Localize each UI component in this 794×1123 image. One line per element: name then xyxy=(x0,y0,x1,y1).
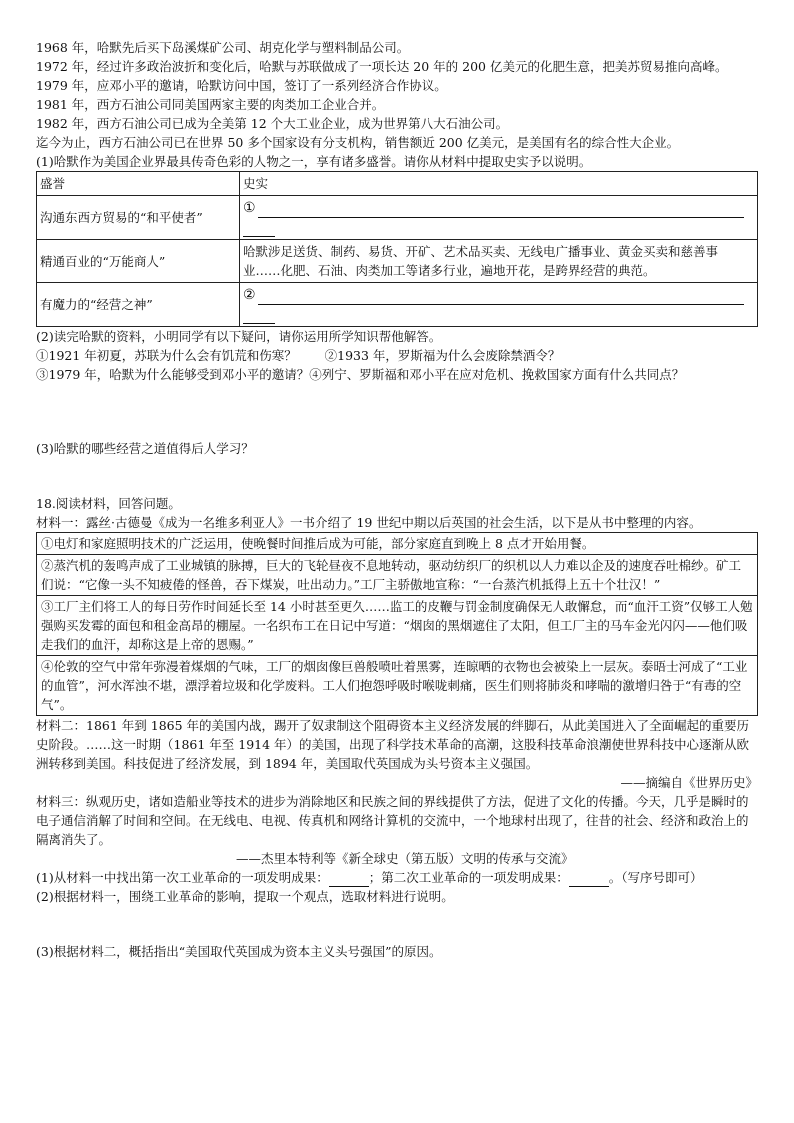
sub-question-1-part-c: 。（写序号即可） xyxy=(608,870,703,885)
page xyxy=(36,38,758,961)
material-1-item-4: ④伦敦的空气中常年弥漫着煤烟的气味，工厂的烟囱像巨兽般喷吐着黑雾，连晾晒的衣物也会被染上一层灰。泰晤士河成了“工业的血管”，河水浑浊不堪，漂浮着垃圾和化学废料。工人们抱怨呼吸时喉咙刺痛，医生们则将肺炎和哮喘的激增归咎于“有毒的空气”。 xyxy=(37,656,758,716)
intro-line-1972: 1972 年，经过许多政治波折和变化后，哈默与苏联做成了一项长达 20 年的 200 亿美元的化肥生意，把美苏贸易推向高峰。 xyxy=(36,59,728,74)
circled-number-1: ① xyxy=(243,200,256,216)
material-1-intro: 材料一：露丝·古德曼《成为一名维多利亚人》一书介绍了 19 世纪中期以后英国的社会生活，以下是从书中整理的内容。 xyxy=(36,515,702,530)
question-1-prompt: (1)哈默作为美国企业界最具传奇色彩的人物之一，享有诸多盛誉。请你从材料中提取史实予以说明。 xyxy=(36,154,592,169)
answer-space-q3[interactable] xyxy=(36,458,758,494)
sub-question-1-part-a: (1)从材料一中找出第一次工业革命的一项发明成果： xyxy=(36,870,329,885)
intro-line-1968: 1968 年，哈默先后买下岛溪煤矿公司、胡克化学与塑料制品公司。 xyxy=(36,40,410,55)
material-2-text: 材料二：1861 年到 1865 年的美国内战，踢开了奴隶制这个阻碍资本主义经济发展的绊脚石，从此美国进入了全面崛起的重要历史阶段。……这一时期（1861 年至 1914 年）的美国，出现了科学技术革命的高潮，这股科技革命浪潮使世界科技中心逐渐从欧洲转移到美国。科技促进了经济发展，到 1894 年，美国取代英国成为头号资本主义强国。 xyxy=(36,718,750,771)
material-1-item-3: ③工厂主们将工人的每日劳作时间延长至 14 小时甚至更久……监工的皮鞭与罚金制度确保无人敢懈怠，而“血汗工资”仅够工人勉强购买发霉的面包和租金高昂的棚屋。一名织布工在日记中写道：“烟囱的黑烟遮住了太阳，但工厂主的马车金光闪闪——他们吸走我们的血汗，却称这是上帝的恩赐。” xyxy=(37,596,758,656)
sub-question-2: (2)根据材料一，围绕工业革命的影响，提取一个观点，选取材料进行说明。 xyxy=(36,889,454,904)
reputation-table-header xyxy=(37,172,758,196)
material-3-text: 材料三：纵观历史，诸如造船业等技术的进步为消除地区和民族之间的界线提供了方法，促进了文化的传播。今天，几乎是瞬时的电子通信消解了时间和空间。在无线电、电视、传真机和网络计算机的交流中，一个地球村出现了，往昔的社会、经济和政治上的隔离消失了。 xyxy=(36,794,749,847)
answer-space-q2[interactable] xyxy=(36,384,758,439)
sub-question-1-part-b: ；第二次工业革命的一项发明成果： xyxy=(368,870,569,885)
row-facts-versatile-merchant: 哈默涉足送货、制药、易货、开矿、艺术品买卖、无线电广播事业、黄金买卖和慈善事业……化肥、石油、肉类加工等诸多行业，遍地开花，是跨界经营的典范。 xyxy=(240,240,758,283)
table-row xyxy=(37,555,758,596)
row-label-versatile-merchant: 精通百业的“万能商人” xyxy=(37,240,240,283)
table-row xyxy=(37,533,758,555)
row-label-peace-envoy: 沟通东西方贸易的“和平使者” xyxy=(37,196,240,240)
question-2-items-line-2: ③1979 年，哈默为什么能够受到邓小平的邀请？④列宁、罗斯福和邓小平在应对危机、挽救国家方面有什么共同点？ xyxy=(36,367,685,382)
answer-cell-1[interactable] xyxy=(240,196,758,240)
question-2-item-2: ②1933 年，罗斯福为什么会废除禁酒令？ xyxy=(324,348,561,363)
intro-line-present: 迄今为止，西方石油公司已在世界 50 多个国家设有分支机构，销售额近 200 亿美元，是美国有名的综合性大企业。 xyxy=(36,135,680,150)
table-row xyxy=(37,656,758,716)
table-row xyxy=(37,240,758,283)
material-1-item-1: ①电灯和家庭照明技术的广泛运用，使晚餐时间推后成为可能，部分家庭直到晚上 8 点才开始用餐。 xyxy=(37,533,758,555)
material-2-source: ——摘编自《世界历史》 xyxy=(620,775,758,790)
answer-space-sub-2[interactable] xyxy=(36,906,758,942)
answer-blank-first-revolution[interactable] xyxy=(329,874,369,887)
sub-question-1 xyxy=(36,868,758,887)
table-row xyxy=(37,283,758,327)
question-2-items-line-1 xyxy=(36,346,758,365)
answer-blank-1-tail[interactable] xyxy=(243,224,275,237)
intro-line-1979: 1979 年，应邓小平的邀请，哈默访问中国，签订了一系列经济合作协议。 xyxy=(36,78,447,93)
answer-blank-second-revolution[interactable] xyxy=(569,874,609,887)
table-row xyxy=(37,596,758,656)
answer-blank-2-tail[interactable] xyxy=(243,311,275,324)
question-2-prompt: (2)读完哈默的资料，小明同学有以下疑问，请你运用所学知识帮他解答。 xyxy=(36,329,442,344)
sub-question-3: (3)根据材料二，概括指出“美国取代英国成为资本主义头号强国”的原因。 xyxy=(36,944,442,959)
material-1-item-2: ②蒸汽机的轰鸣声成了工业城镇的脉搏，巨大的飞轮昼夜不息地转动，驱动纺织厂的织机以人力难以企及的速度吞吐棉纱。矿工们说：“它像一头不知疲倦的怪兽，吞下煤炭，吐出动力。”工厂主骄傲地宣称：“一台蒸汽机抵得上五十个壮汉！” xyxy=(37,555,758,596)
table-row xyxy=(37,196,758,240)
header-facts: 史实 xyxy=(240,172,758,196)
intro-line-1981: 1981 年，西方石油公司同美国两家主要的肉类加工企业合并。 xyxy=(36,97,385,112)
question-2-item-1: ①1921 年初夏，苏联为什么会有饥荒和伤寒？ xyxy=(36,348,297,363)
question-3-prompt: (3)哈默的哪些经营之道值得后人学习？ xyxy=(36,441,254,456)
answer-cell-2[interactable] xyxy=(240,283,758,327)
answer-blank-2[interactable] xyxy=(258,292,744,305)
row-label-business-god: 有魔力的“经营之神” xyxy=(37,283,240,327)
intro-line-1982: 1982 年，西方石油公司已成为全美第 12 个大工业企业，成为世界第八大石油公司。 xyxy=(36,116,509,131)
question-18-title: 18.阅读材料，回答问题。 xyxy=(36,496,181,511)
circled-number-2: ② xyxy=(243,287,256,303)
answer-blank-1[interactable] xyxy=(258,205,744,218)
reputation-table xyxy=(36,171,758,327)
material-1-table xyxy=(36,532,758,716)
header-reputation: 盛誉 xyxy=(37,172,240,196)
material-3-source: ——杰里本特利等《新全球史（第五版）文明的传承与交流》 xyxy=(236,851,574,866)
